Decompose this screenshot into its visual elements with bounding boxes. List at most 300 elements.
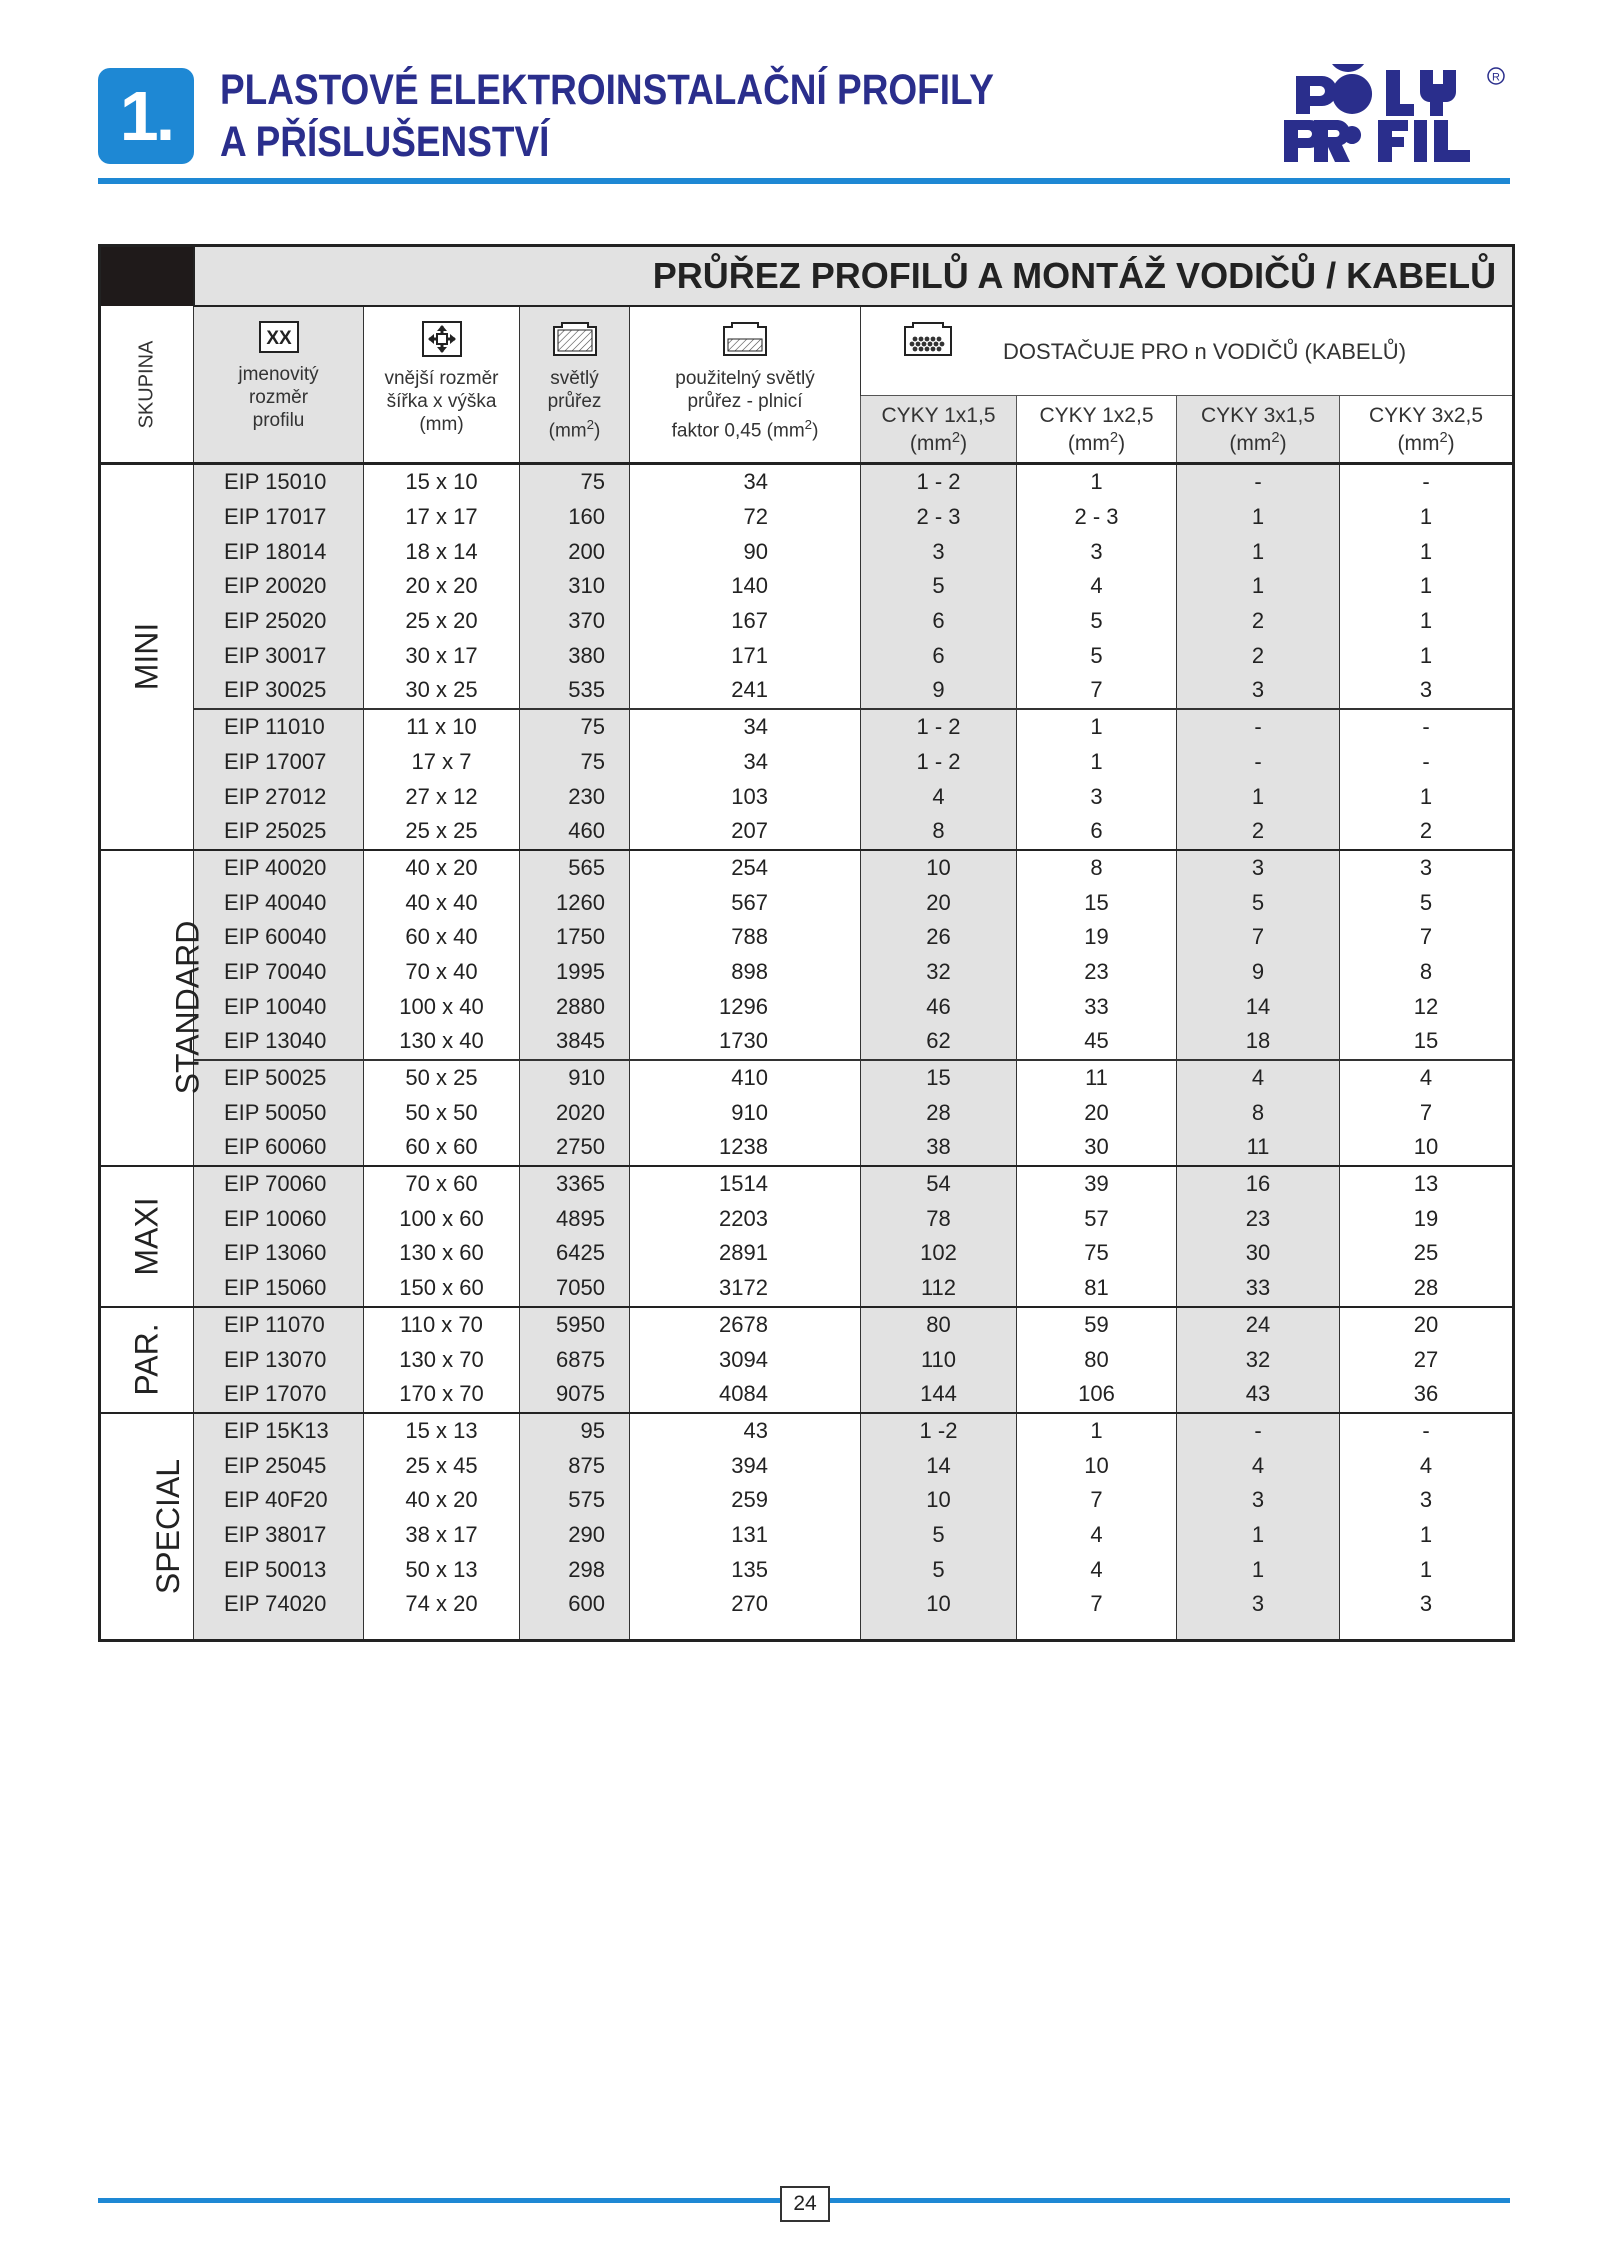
cyky-3x25: 27 bbox=[1340, 1342, 1514, 1377]
usable-section: 167 bbox=[630, 604, 861, 639]
cyky-1x25: 4 bbox=[1017, 1552, 1177, 1587]
clear-section: 2020 bbox=[520, 1095, 630, 1130]
usable-section: 3172 bbox=[630, 1271, 861, 1307]
table-row bbox=[100, 779, 1514, 814]
cyky-2-name: CYKY 1x2,5 bbox=[1039, 404, 1154, 427]
cyky-1x15: 1 - 2 bbox=[861, 464, 1017, 500]
profile-name: EIP 74020 bbox=[194, 1587, 364, 1641]
nominal-l3: profilu bbox=[252, 410, 305, 431]
nominal-l1: jmenovitý bbox=[238, 364, 319, 385]
cyky-1x15: 6 bbox=[861, 638, 1017, 673]
cyky-1x25: 33 bbox=[1017, 989, 1177, 1024]
clear-section: 75 bbox=[520, 464, 630, 500]
outer-size: 70 x 60 bbox=[364, 1166, 520, 1202]
usable-section: 140 bbox=[630, 569, 861, 604]
cyky-3x25: 20 bbox=[1340, 1307, 1514, 1343]
col-header-cyky-3 bbox=[1177, 396, 1340, 464]
usable-section: 394 bbox=[630, 1448, 861, 1483]
usable-section: 43 bbox=[630, 1413, 861, 1449]
cyky-1x25: 1 bbox=[1017, 1413, 1177, 1449]
outer-size: 25 x 45 bbox=[364, 1448, 520, 1483]
cyky-3x15: 4 bbox=[1177, 1060, 1340, 1096]
outer-size: 40 x 20 bbox=[364, 1483, 520, 1518]
chapter-badge: 1. bbox=[98, 68, 194, 164]
usable-section: 1238 bbox=[630, 1130, 861, 1166]
profile-name: EIP 13040 bbox=[194, 1024, 364, 1060]
table-row bbox=[100, 1413, 1514, 1449]
outer-size: 170 x 70 bbox=[364, 1377, 520, 1413]
cyky-3x25: 4 bbox=[1340, 1060, 1514, 1096]
group-label: STANDARD bbox=[169, 920, 206, 1095]
cyky-1x15: 9 bbox=[861, 673, 1017, 709]
cyky-1x25: 30 bbox=[1017, 1130, 1177, 1166]
cyky-3-unit: $(mm^2)$ bbox=[1229, 430, 1287, 455]
cyky-1x25: 1 bbox=[1017, 464, 1177, 500]
cyky-3x25: 1 bbox=[1340, 569, 1514, 604]
usable-section: 34 bbox=[630, 464, 861, 500]
cyky-3x15: - bbox=[1177, 709, 1340, 745]
table-row bbox=[100, 850, 1514, 886]
cyky-3x15: 23 bbox=[1177, 1201, 1340, 1236]
cyky-3x15: 30 bbox=[1177, 1236, 1340, 1271]
cyky-3x15: 2 bbox=[1177, 638, 1340, 673]
outer-size: 50 x 25 bbox=[364, 1060, 520, 1096]
outer-size: 17 x 7 bbox=[364, 745, 520, 780]
outer-size: 30 x 17 bbox=[364, 638, 520, 673]
profile-name: EIP 30025 bbox=[194, 673, 364, 709]
outer-size: 20 x 20 bbox=[364, 569, 520, 604]
profile-name: EIP 20020 bbox=[194, 569, 364, 604]
table-row bbox=[100, 464, 1514, 500]
col-header-cyky-2 bbox=[1017, 396, 1177, 464]
profile-name: EIP 15010 bbox=[194, 464, 364, 500]
table-row bbox=[100, 1518, 1514, 1553]
cyky-1x15: 5 bbox=[861, 1552, 1017, 1587]
cyky-1x25: 80 bbox=[1017, 1342, 1177, 1377]
usable-section: 207 bbox=[630, 814, 861, 850]
outer-size: 11 x 10 bbox=[364, 709, 520, 745]
clear-l1: světlý bbox=[550, 368, 599, 389]
clear-section: 1260 bbox=[520, 885, 630, 920]
cyky-1x15: 80 bbox=[861, 1307, 1017, 1343]
cyky-3x25: 1 bbox=[1340, 1552, 1514, 1587]
polyprofil-logo bbox=[1278, 64, 1510, 168]
clear-section: 535 bbox=[520, 673, 630, 709]
hatched-section-icon bbox=[552, 321, 598, 357]
cyky-1x25: 5 bbox=[1017, 638, 1177, 673]
usable-section: 135 bbox=[630, 1552, 861, 1587]
table-row bbox=[100, 1236, 1514, 1271]
clear-section: 290 bbox=[520, 1518, 630, 1553]
usable-section: 788 bbox=[630, 920, 861, 955]
clear-section: 200 bbox=[520, 534, 630, 569]
cyky-3x25: 19 bbox=[1340, 1201, 1514, 1236]
cyky-1x25: 3 bbox=[1017, 779, 1177, 814]
table-row bbox=[100, 1307, 1514, 1343]
col-header-nominal bbox=[194, 306, 364, 464]
cyky-1x15: 8 bbox=[861, 814, 1017, 850]
cyky-1x15: 46 bbox=[861, 989, 1017, 1024]
cyky-3x15: - bbox=[1177, 745, 1340, 780]
col-header-cyky-4 bbox=[1340, 396, 1514, 464]
cyky-3x25: 2 bbox=[1340, 814, 1514, 850]
profile-name: EIP 70040 bbox=[194, 955, 364, 990]
clear-section: 3845 bbox=[520, 1024, 630, 1060]
cyky-1x15: 1 - 2 bbox=[861, 709, 1017, 745]
clear-section: 2750 bbox=[520, 1130, 630, 1166]
cyky-1x15: 14 bbox=[861, 1448, 1017, 1483]
profile-name: EIP 18014 bbox=[194, 534, 364, 569]
cyky-1x25: 4 bbox=[1017, 569, 1177, 604]
profile-name: EIP 15K13 bbox=[194, 1413, 364, 1449]
profile-name: EIP 40F20 bbox=[194, 1483, 364, 1518]
usable-section: 1730 bbox=[630, 1024, 861, 1060]
cyky-3x15: 3 bbox=[1177, 1587, 1340, 1641]
cyky-4-unit: $(mm^2)$ bbox=[1397, 430, 1455, 455]
clear-section: 460 bbox=[520, 814, 630, 850]
clear-section: 75 bbox=[520, 709, 630, 745]
cyky-3x15: - bbox=[1177, 464, 1340, 500]
usable-section: 410 bbox=[630, 1060, 861, 1096]
xx-label: XX bbox=[265, 328, 292, 349]
usable-section-icon bbox=[722, 321, 768, 357]
outer-size: 130 x 70 bbox=[364, 1342, 520, 1377]
cyky-1x15: 3 bbox=[861, 534, 1017, 569]
usable-section: 270 bbox=[630, 1587, 861, 1641]
profile-name: EIP 50050 bbox=[194, 1095, 364, 1130]
profile-name: EIP 10060 bbox=[194, 1201, 364, 1236]
clear-section: 3365 bbox=[520, 1166, 630, 1202]
clear-section: 600 bbox=[520, 1587, 630, 1641]
cyky-1x25: 3 bbox=[1017, 534, 1177, 569]
clear-section: 5950 bbox=[520, 1307, 630, 1343]
cyky-1x25: 2 - 3 bbox=[1017, 500, 1177, 535]
outer-l3: (mm) bbox=[419, 414, 464, 435]
cyky-1x15: 10 bbox=[861, 1587, 1017, 1641]
usable-section: 259 bbox=[630, 1483, 861, 1518]
cyky-3x15: 33 bbox=[1177, 1271, 1340, 1307]
cyky-3x15: 18 bbox=[1177, 1024, 1340, 1060]
col-header-usable bbox=[630, 306, 861, 464]
cyky-3x15: 1 bbox=[1177, 1518, 1340, 1553]
title-line-1: PLASTOVÉ ELEKTROINSTALAČNÍ PROFILY bbox=[220, 66, 994, 114]
dimensions-arrows-icon bbox=[422, 321, 462, 357]
cyky-1x15: 32 bbox=[861, 955, 1017, 990]
cyky-3x15: 24 bbox=[1177, 1307, 1340, 1343]
group-label: SPECIAL bbox=[150, 1458, 187, 1594]
header-black-block bbox=[100, 246, 194, 307]
cyky-3x15: 5 bbox=[1177, 885, 1340, 920]
table-row bbox=[100, 638, 1514, 673]
outer-size: 25 x 25 bbox=[364, 814, 520, 850]
outer-size: 30 x 25 bbox=[364, 673, 520, 709]
clear-section: 75 bbox=[520, 745, 630, 780]
cyky-3x25: 7 bbox=[1340, 920, 1514, 955]
cyky-4-name: CYKY 3x2,5 bbox=[1369, 404, 1484, 427]
cyky-3x15: 8 bbox=[1177, 1095, 1340, 1130]
profile-name: EIP 17007 bbox=[194, 745, 364, 780]
outer-l1: vnější rozměr bbox=[384, 368, 499, 389]
cyky-3x25: 1 bbox=[1340, 604, 1514, 639]
outer-size: 27 x 12 bbox=[364, 779, 520, 814]
cyky-1x15: 6 bbox=[861, 604, 1017, 639]
usable-section: 72 bbox=[630, 500, 861, 535]
profile-name: EIP 60060 bbox=[194, 1130, 364, 1166]
cyky-3x25: - bbox=[1340, 745, 1514, 780]
nominal-l2: rozměr bbox=[248, 387, 309, 408]
group-label-cell bbox=[100, 1307, 194, 1413]
table-body bbox=[100, 464, 1514, 1641]
col-header-cyky-1 bbox=[861, 396, 1017, 464]
profile-name: EIP 17017 bbox=[194, 500, 364, 535]
table-row bbox=[100, 1483, 1514, 1518]
table-row bbox=[100, 989, 1514, 1024]
cyky-1x25: 4 bbox=[1017, 1518, 1177, 1553]
outer-size: 15 x 13 bbox=[364, 1413, 520, 1449]
usable-section: 3094 bbox=[630, 1342, 861, 1377]
page-number: 24 bbox=[780, 2186, 830, 2222]
outer-size: 60 x 60 bbox=[364, 1130, 520, 1166]
usable-section: 254 bbox=[630, 850, 861, 886]
cyky-1x15: 5 bbox=[861, 569, 1017, 604]
cyky-1x15: 2 - 3 bbox=[861, 500, 1017, 535]
clear-section: 370 bbox=[520, 604, 630, 639]
cyky-3x15: 7 bbox=[1177, 920, 1340, 955]
table-row bbox=[100, 1271, 1514, 1307]
group-label-cell bbox=[100, 464, 194, 850]
cyky-3x25: - bbox=[1340, 709, 1514, 745]
clear-section: 565 bbox=[520, 850, 630, 886]
cyky-1x25: 19 bbox=[1017, 920, 1177, 955]
profile-name: EIP 25025 bbox=[194, 814, 364, 850]
cyky-1x25: 106 bbox=[1017, 1377, 1177, 1413]
cyky-3x15: 2 bbox=[1177, 814, 1340, 850]
outer-size: 18 x 14 bbox=[364, 534, 520, 569]
profile-name: EIP 17070 bbox=[194, 1377, 364, 1413]
cyky-2-unit: $(mm^2)$ bbox=[1067, 430, 1126, 455]
profile-name: EIP 70060 bbox=[194, 1166, 364, 1202]
profile-name: EIP 25020 bbox=[194, 604, 364, 639]
cyky-1x25: 75 bbox=[1017, 1236, 1177, 1271]
outer-size: 40 x 20 bbox=[364, 850, 520, 886]
cyky-3x15: 4 bbox=[1177, 1448, 1340, 1483]
group-label-cell bbox=[100, 850, 206, 1166]
table-row bbox=[100, 1024, 1514, 1060]
title-line-2: A PŘÍSLUŠENSTVÍ bbox=[220, 118, 550, 166]
skupina-header bbox=[100, 306, 194, 464]
clear-section: 230 bbox=[520, 779, 630, 814]
usable-section: 103 bbox=[630, 779, 861, 814]
clear-section: 7050 bbox=[520, 1271, 630, 1307]
group-label: MINI bbox=[128, 623, 165, 691]
table-row bbox=[100, 1448, 1514, 1483]
table-row bbox=[100, 1377, 1514, 1413]
cyky-1x25: 59 bbox=[1017, 1307, 1177, 1343]
cyky-3x15: 1 bbox=[1177, 1552, 1340, 1587]
cyky-3x25: 8 bbox=[1340, 955, 1514, 990]
clear-section: 4895 bbox=[520, 1201, 630, 1236]
cyky-3x15: 11 bbox=[1177, 1130, 1340, 1166]
clear-section: 95 bbox=[520, 1413, 630, 1449]
outer-size: 38 x 17 bbox=[364, 1518, 520, 1553]
clear-l2: průřez bbox=[547, 391, 602, 412]
table-row bbox=[100, 1587, 1514, 1641]
profile-name: EIP 50025 bbox=[194, 1060, 364, 1096]
outer-size: 50 x 50 bbox=[364, 1095, 520, 1130]
cyky-3x15: 16 bbox=[1177, 1166, 1340, 1202]
cyky-1x15: 5 bbox=[861, 1518, 1017, 1553]
col-header-outer bbox=[364, 306, 520, 464]
clear-section: 9075 bbox=[520, 1377, 630, 1413]
usable-section: 2678 bbox=[630, 1307, 861, 1343]
cyky-3x15: 14 bbox=[1177, 989, 1340, 1024]
cyky-3x25: 3 bbox=[1340, 850, 1514, 886]
cyky-3x15: 1 bbox=[1177, 500, 1340, 535]
usable-section: 131 bbox=[630, 1518, 861, 1553]
cyky-1x15: 144 bbox=[861, 1377, 1017, 1413]
cyky-1x25: 5 bbox=[1017, 604, 1177, 639]
cyky-3x25: 1 bbox=[1340, 1518, 1514, 1553]
usable-section: 241 bbox=[630, 673, 861, 709]
profiles-table bbox=[98, 244, 1515, 1642]
cyky-1x25: 10 bbox=[1017, 1448, 1177, 1483]
clear-section: 298 bbox=[520, 1552, 630, 1587]
cyky-3x15: 3 bbox=[1177, 850, 1340, 886]
usable-section: 1514 bbox=[630, 1166, 861, 1202]
outer-size: 60 x 40 bbox=[364, 920, 520, 955]
profile-name: EIP 15060 bbox=[194, 1271, 364, 1307]
cyky-3x25: 15 bbox=[1340, 1024, 1514, 1060]
cyky-1x15: 54 bbox=[861, 1166, 1017, 1202]
cyky-1x25: 1 bbox=[1017, 709, 1177, 745]
clear-section: 875 bbox=[520, 1448, 630, 1483]
cyky-1-name: CYKY 1x1,5 bbox=[881, 404, 996, 427]
cyky-3x25: 25 bbox=[1340, 1236, 1514, 1271]
usable-section: 898 bbox=[630, 955, 861, 990]
table-row bbox=[100, 1095, 1514, 1130]
cyky-3x15: 32 bbox=[1177, 1342, 1340, 1377]
table-row bbox=[100, 1130, 1514, 1166]
dostacuje-header bbox=[861, 306, 1514, 396]
usable-section: 171 bbox=[630, 638, 861, 673]
cyky-3x25: 1 bbox=[1340, 534, 1514, 569]
cyky-3x25: - bbox=[1340, 464, 1514, 500]
table-row bbox=[100, 814, 1514, 850]
clear-l3: $(mm^2)$ bbox=[548, 417, 601, 442]
usable-section: 1296 bbox=[630, 989, 861, 1024]
clear-section: 575 bbox=[520, 1483, 630, 1518]
outer-size: 100 x 60 bbox=[364, 1201, 520, 1236]
svg-text:R: R bbox=[1492, 71, 1500, 84]
cyky-1x25: 45 bbox=[1017, 1024, 1177, 1060]
cyky-3x25: 10 bbox=[1340, 1130, 1514, 1166]
profile-name: EIP 60040 bbox=[194, 920, 364, 955]
table-row bbox=[100, 534, 1514, 569]
cyky-3x25: 4 bbox=[1340, 1448, 1514, 1483]
usable-section: 34 bbox=[630, 745, 861, 780]
clear-section: 160 bbox=[520, 500, 630, 535]
profile-name: EIP 10040 bbox=[194, 989, 364, 1024]
group-label: MAXI bbox=[128, 1197, 165, 1276]
cyky-1x15: 28 bbox=[861, 1095, 1017, 1130]
clear-section: 6875 bbox=[520, 1342, 630, 1377]
profile-name: EIP 13060 bbox=[194, 1236, 364, 1271]
cyky-1x25: 15 bbox=[1017, 885, 1177, 920]
group-label: PAR. bbox=[128, 1323, 165, 1396]
table-row bbox=[100, 1201, 1514, 1236]
clear-section: 2880 bbox=[520, 989, 630, 1024]
cyky-3x25: 3 bbox=[1340, 1587, 1514, 1641]
cables-icon bbox=[903, 321, 953, 357]
cyky-1x15: 20 bbox=[861, 885, 1017, 920]
cyky-1x25: 57 bbox=[1017, 1201, 1177, 1236]
outer-size: 100 x 40 bbox=[364, 989, 520, 1024]
cyky-1x15: 110 bbox=[861, 1342, 1017, 1377]
cyky-3x15: 1 bbox=[1177, 779, 1340, 814]
table-row bbox=[100, 709, 1514, 745]
table-row bbox=[100, 569, 1514, 604]
table-row bbox=[100, 885, 1514, 920]
table-row bbox=[100, 1060, 1514, 1096]
header-rule bbox=[98, 178, 1510, 184]
profile-name: EIP 30017 bbox=[194, 638, 364, 673]
clear-section: 310 bbox=[520, 569, 630, 604]
dostacuje-label: DOSTAČUJE PRO n VODIČŮ (KABELŮ) bbox=[1003, 339, 1407, 364]
clear-section: 910 bbox=[520, 1060, 630, 1096]
outer-size: 110 x 70 bbox=[364, 1307, 520, 1343]
usable-l3: faktor 0,45 $(mm^2)$ bbox=[671, 417, 819, 442]
profile-name: EIP 13070 bbox=[194, 1342, 364, 1377]
cyky-3x15: 43 bbox=[1177, 1377, 1340, 1413]
cyky-3x25: 13 bbox=[1340, 1166, 1514, 1202]
profile-name: EIP 11070 bbox=[194, 1307, 364, 1343]
cyky-3x15: 9 bbox=[1177, 955, 1340, 990]
cyky-1x25: 6 bbox=[1017, 814, 1177, 850]
cyky-1x15: 1 - 2 bbox=[861, 745, 1017, 780]
usable-l1: použitelný světlý bbox=[675, 368, 815, 389]
outer-l2: šířka x výška bbox=[386, 391, 497, 412]
profile-name: EIP 38017 bbox=[194, 1518, 364, 1553]
xx-size-icon bbox=[259, 321, 299, 353]
outer-size: 25 x 20 bbox=[364, 604, 520, 639]
usable-section: 567 bbox=[630, 885, 861, 920]
profile-name: EIP 27012 bbox=[194, 779, 364, 814]
profile-name: EIP 25045 bbox=[194, 1448, 364, 1483]
cyky-3x15: 3 bbox=[1177, 673, 1340, 709]
cyky-3x25: 5 bbox=[1340, 885, 1514, 920]
cyky-1x25: 39 bbox=[1017, 1166, 1177, 1202]
cyky-3x25: 12 bbox=[1340, 989, 1514, 1024]
profile-name: EIP 50013 bbox=[194, 1552, 364, 1587]
outer-size: 130 x 60 bbox=[364, 1236, 520, 1271]
outer-size: 70 x 40 bbox=[364, 955, 520, 990]
cyky-3x15: 2 bbox=[1177, 604, 1340, 639]
cyky-3x25: - bbox=[1340, 1413, 1514, 1449]
cyky-1x25: 20 bbox=[1017, 1095, 1177, 1130]
cyky-3-name: CYKY 3x1,5 bbox=[1200, 404, 1315, 427]
table-title: PRŮŘEZ PROFILŮ A MONTÁŽ VODIČŮ / KABELŮ bbox=[194, 246, 1514, 307]
cyky-3x25: 7 bbox=[1340, 1095, 1514, 1130]
skupina-label: SKUPINA bbox=[135, 340, 158, 428]
cyky-1x25: 7 bbox=[1017, 1483, 1177, 1518]
cyky-3x25: 28 bbox=[1340, 1271, 1514, 1307]
cyky-1x15: 112 bbox=[861, 1271, 1017, 1307]
cyky-1x25: 23 bbox=[1017, 955, 1177, 990]
cyky-1x15: 102 bbox=[861, 1236, 1017, 1271]
outer-size: 150 x 60 bbox=[364, 1271, 520, 1307]
cyky-1x25: 8 bbox=[1017, 850, 1177, 886]
cyky-3x25: 3 bbox=[1340, 1483, 1514, 1518]
